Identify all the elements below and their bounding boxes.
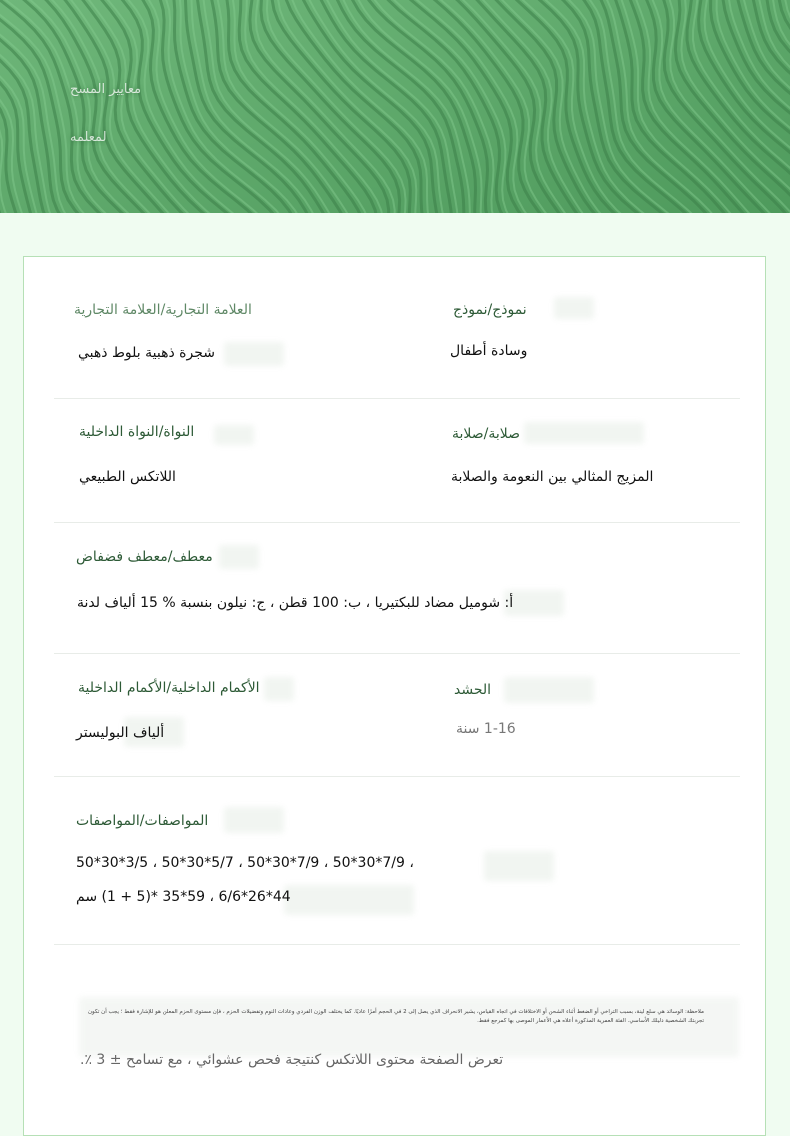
size-line-1: 50*30*3/5 ، 50*30*5/7 ، 50*30*7/9 ، 50*30*7/9 ، xyxy=(76,855,414,871)
sleeves-value: ألياف البوليستر xyxy=(76,725,165,741)
stripe-pattern xyxy=(0,0,790,213)
cover-value: أ: شوميل مضاد للبكتيريا ، ب: 100 قطن ، ج: نيلون بنسبة % 15 ألياف لدنة xyxy=(77,595,514,611)
size-line-2: 44*26*6/6 ، 59*35 *(5 + 1) سم xyxy=(76,889,291,905)
divider xyxy=(54,398,740,399)
latex-tolerance-text: تعرض الصفحة محتوى اللاتكس كنتيجة فحص عشوائي ، مع تسامح ± 3 ٪. xyxy=(80,1052,504,1068)
brand-value: شجرة ذهبية بلوط ذهبي xyxy=(78,345,215,361)
brand-line-2: لمعلمه xyxy=(70,130,107,145)
firmness-label: صلابة/صلابة xyxy=(452,426,521,442)
firmness-value: المزيج المثالي بين النعومة والصلابة xyxy=(451,469,654,485)
crowd-value: 1-16 سنة xyxy=(456,721,516,737)
divider xyxy=(54,522,740,523)
core-value: اللاتكس الطبيعي xyxy=(79,469,176,485)
divider xyxy=(54,653,740,654)
brand-label: العلامة التجارية/العلامة التجارية xyxy=(74,302,252,318)
crowd-label: الحشد xyxy=(454,682,492,698)
size-label: المواصفات/المواصفات xyxy=(76,813,209,829)
spec-card xyxy=(23,256,766,1136)
disclaimer-note: ملاحظة: الوسائد هي سلع لينة، بسبب التراخي أو الضغط أثناء الشحن أو الاختلافات في اتجاه القياس، يشير الانحراف الذي يصل إلى 2 في الحجم أمرًا عاديًا. كما يختلف الوزن الفردي وعادات النوم وتفضيلات الحزم ، فإن مستوى الحزم المعلن هو للإشارة فقط ؛ يجب أن تكون تجربتك الشخصية دليلك الأساسي. الفئة العمرية المذكورة أعلاه هي الأعمار الموصى بها كمرجع فقط. xyxy=(87,1009,704,1024)
core-label: النواة/النواة الداخلية xyxy=(79,424,195,440)
header-banner xyxy=(0,0,790,213)
model-label: نموذج/نموذج xyxy=(453,302,527,318)
sleeves-label: الأكمام الداخلية/الأكمام الداخلية xyxy=(78,680,260,696)
divider xyxy=(54,944,740,945)
model-value: وسادة أطفال xyxy=(450,343,528,359)
cover-label: معطف/معطف فضفاض xyxy=(76,549,213,565)
brand-line-1: معايير المسح xyxy=(70,82,142,97)
divider xyxy=(54,776,740,777)
